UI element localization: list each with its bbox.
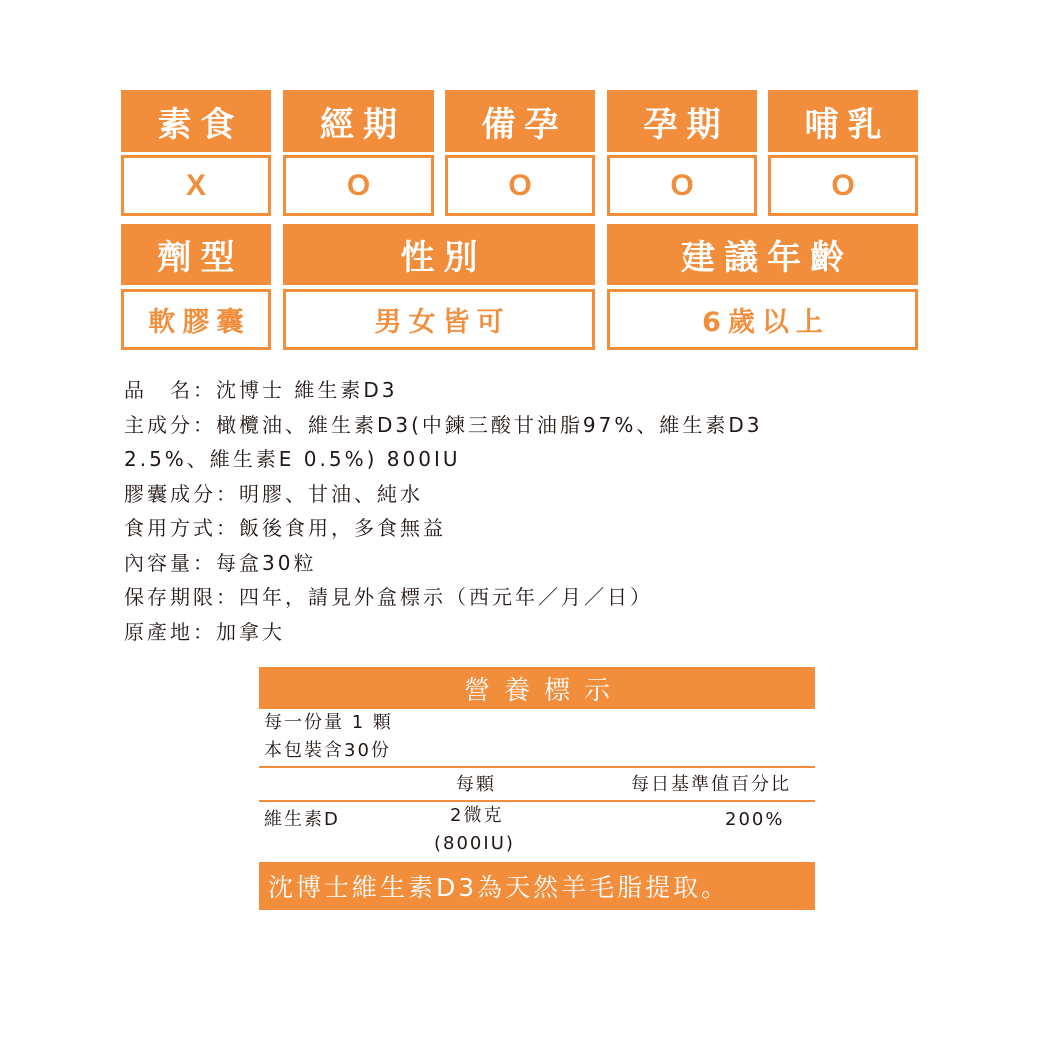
value-pre-pregnancy: O bbox=[445, 155, 595, 216]
value-vegetarian: X bbox=[121, 155, 271, 216]
header-vegetarian: 素食 bbox=[121, 90, 271, 152]
nutrition-title: 營養標示 bbox=[259, 667, 815, 709]
info-product-name: 品 名：沈博士 維生素D3 bbox=[124, 378, 398, 402]
info-ingredients: 主成分：橄欖油、維生素D3(中鍊三酸甘油脂97%、維生素D3 bbox=[124, 412, 763, 437]
value-form: 軟膠囊 bbox=[121, 289, 271, 350]
header-pre-pregnancy: 備孕 bbox=[445, 90, 595, 152]
value-pregnancy: O bbox=[607, 155, 757, 216]
info-contents: 內容量：每盒30粒 bbox=[124, 550, 317, 575]
col-header-daily-value: 每日基準值百分比 bbox=[631, 774, 791, 795]
nutrient-amount: 2微克 bbox=[450, 805, 504, 826]
nutrient-name: 維生素D bbox=[264, 809, 340, 830]
info-ingredients-cont: 2.5%、維生素E 0.5%) 800IU bbox=[124, 447, 461, 471]
info-origin: 原產地：加拿大 bbox=[124, 619, 285, 644]
value-menstruation: O bbox=[283, 155, 434, 216]
nutrition-facts bbox=[259, 667, 815, 910]
header-form: 劑型 bbox=[121, 224, 271, 285]
divider-middle bbox=[259, 800, 815, 802]
value-gender: 男女皆可 bbox=[283, 289, 595, 350]
value-breastfeeding: O bbox=[768, 155, 918, 216]
header-breastfeeding: 哺乳 bbox=[768, 90, 918, 152]
info-capsule-ingredients: 膠囊成分：明膠、甘油、純水 bbox=[124, 481, 423, 506]
servings-per-package: 本包裝含30份 bbox=[264, 740, 391, 761]
info-usage: 食用方式：飯後食用，多食無益 bbox=[124, 516, 446, 540]
col-header-per-unit: 每顆 bbox=[456, 774, 496, 795]
info-shelf-life: 保存期限：四年，請見外盒標示（西元年／月／日） bbox=[124, 585, 653, 609]
header-gender: 性別 bbox=[283, 224, 595, 285]
product-info bbox=[124, 373, 763, 649]
nutrient-amount-iu: (800IU) bbox=[434, 833, 515, 854]
value-age: 6歲以上 bbox=[607, 289, 918, 350]
divider-top bbox=[259, 766, 815, 768]
header-age: 建議年齡 bbox=[607, 224, 918, 285]
header-pregnancy: 孕期 bbox=[607, 90, 757, 152]
nutrient-daily-value: 200% bbox=[725, 809, 785, 830]
header-menstruation: 經期 bbox=[283, 90, 434, 152]
serving-size: 每一份量 1 顆 bbox=[264, 712, 393, 733]
nutrition-footer: 沈博士維生素D3為天然羊毛脂提取。 bbox=[259, 862, 815, 910]
